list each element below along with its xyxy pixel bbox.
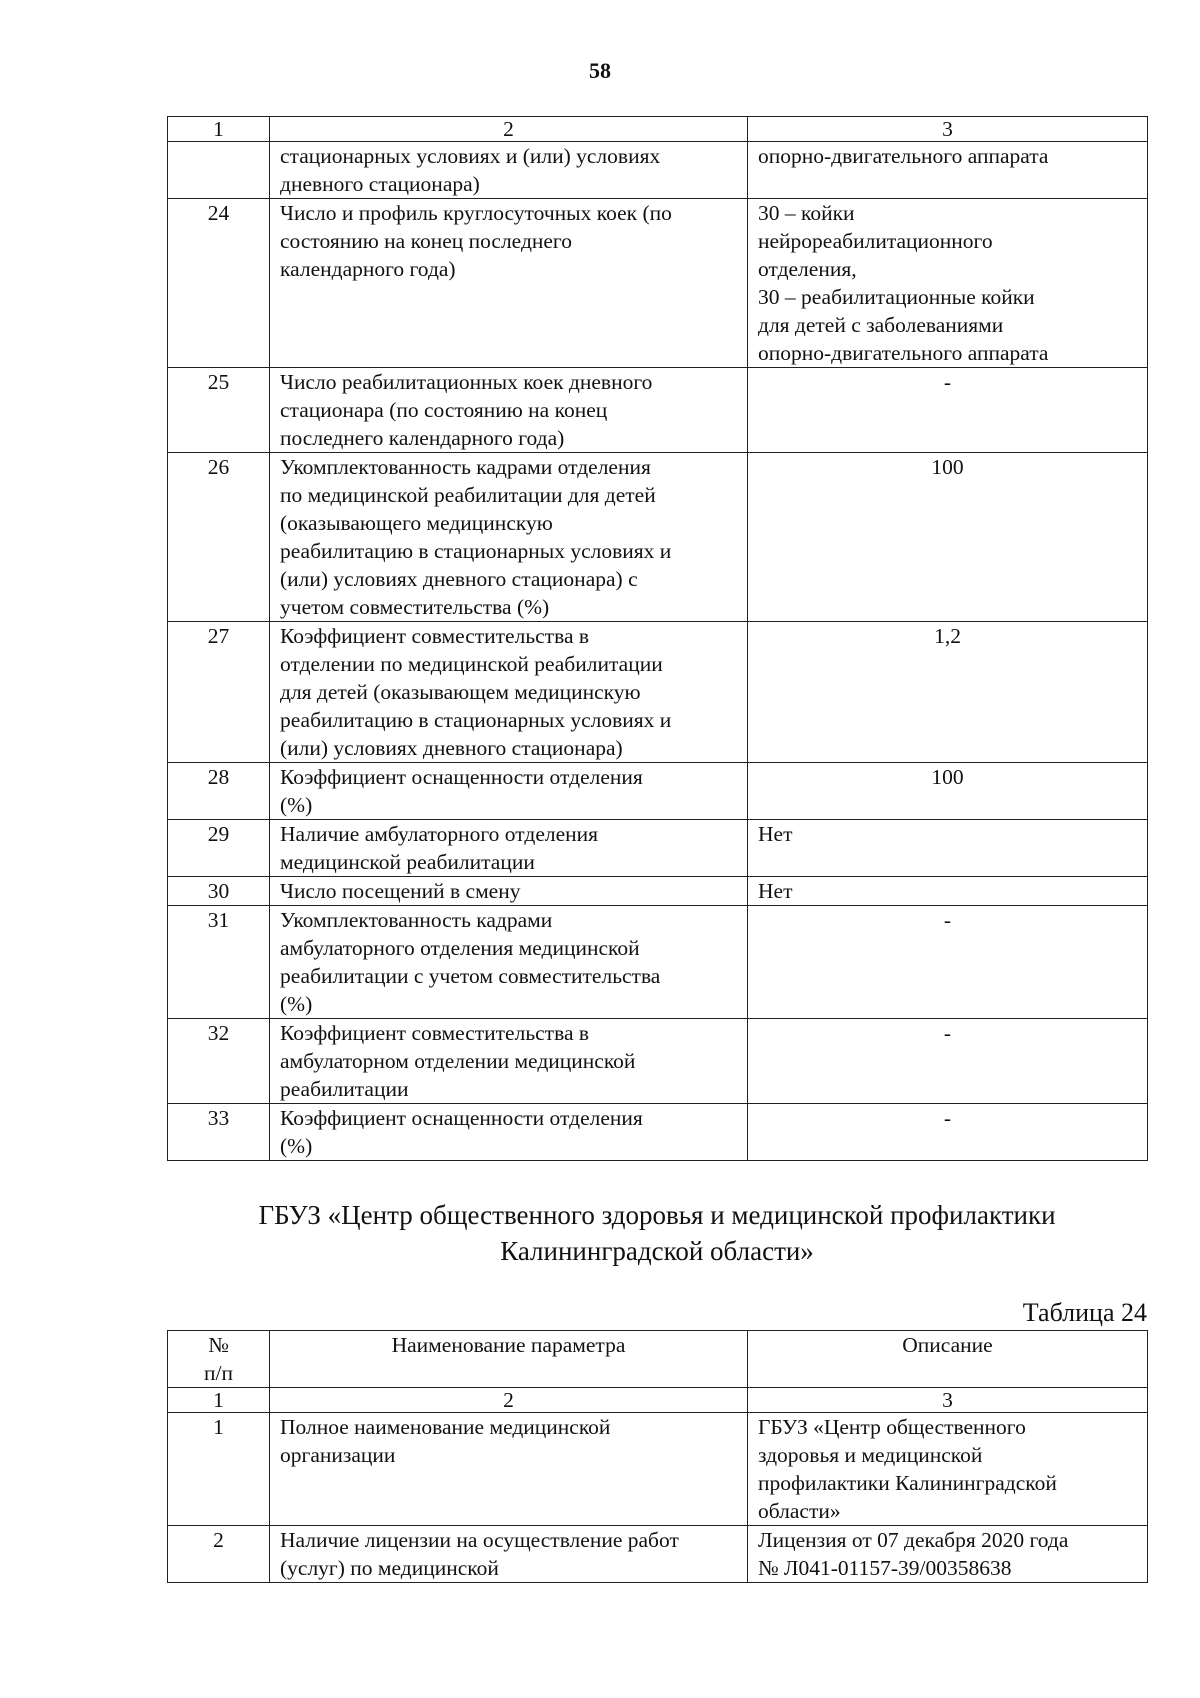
- parameter-line: для детей (оказывающем медицинскую: [280, 680, 641, 704]
- row-number: [168, 142, 270, 199]
- description-line: нейрореабилитационного: [758, 229, 993, 253]
- description: [748, 906, 1148, 1019]
- parameter-name: [270, 142, 748, 199]
- parameter-line: реабилитации: [280, 1077, 409, 1101]
- parameter-name: [270, 820, 748, 877]
- row-number: 25: [168, 368, 270, 453]
- table-caption: Таблица 24: [1022, 1298, 1147, 1327]
- description-line: 100: [931, 455, 964, 479]
- table-row: [168, 368, 1148, 453]
- row-number: 2: [168, 1526, 270, 1583]
- parameter-line: (или) условиях дневного стационара): [280, 736, 623, 760]
- table-24: [167, 1330, 1148, 1583]
- description: [748, 1104, 1148, 1161]
- description-line: -: [943, 370, 952, 394]
- col-header-num: [168, 1331, 270, 1388]
- parameter-line: Коэффициент совместительства в: [280, 624, 590, 648]
- parameter-line: последнего календарного года): [280, 426, 565, 450]
- description: [748, 142, 1148, 199]
- description-line: Нет: [758, 879, 793, 903]
- parameter-line: Укомплектованность кадрами отделения: [280, 455, 651, 479]
- parameter-name: [270, 906, 748, 1019]
- description-line: 1,2: [934, 624, 961, 648]
- table-row: [168, 453, 1148, 622]
- description: [748, 1526, 1148, 1583]
- parameter-line: состоянию на конец последнего: [280, 229, 572, 253]
- column-number-row: [168, 1388, 1148, 1413]
- parameter-line: Полное наименование медицинской: [280, 1415, 611, 1439]
- table-row: [168, 1413, 1148, 1526]
- parameter-line: медицинской реабилитации: [280, 850, 535, 874]
- parameter-name: [270, 1526, 748, 1583]
- table-row: [168, 1526, 1148, 1583]
- description-line: ГБУЗ «Центр общественного: [758, 1415, 1026, 1439]
- parameter-name: [270, 877, 748, 906]
- column-number: 3: [748, 117, 1148, 142]
- parameter-name: [270, 368, 748, 453]
- column-number: 1: [168, 1388, 270, 1413]
- description-line: Лицензия от 07 декабря 2020 года: [758, 1528, 1069, 1552]
- row-number: 27: [168, 622, 270, 763]
- description: [748, 199, 1148, 368]
- col-header-desc: Описание: [748, 1331, 1148, 1388]
- parameter-line: амбулаторного отделения медицинской: [280, 936, 640, 960]
- parameter-line: (оказывающего медицинскую: [280, 511, 553, 535]
- parameter-name: [270, 763, 748, 820]
- parameter-line: реабилитации с учетом совместительства: [280, 964, 661, 988]
- description-line: для детей с заболеваниями: [758, 313, 1004, 337]
- description-line: области»: [758, 1499, 841, 1523]
- parameter-line: по медицинской реабилитации для детей: [280, 483, 656, 507]
- parameter-line: Коэффициент оснащенности отделения: [280, 765, 643, 789]
- parameter-name: [270, 1413, 748, 1526]
- parameter-line: стационара (по состоянию на конец: [280, 398, 608, 422]
- parameter-line: Укомплектованность кадрами: [280, 908, 553, 932]
- parameter-line: дневного стационара): [280, 172, 480, 196]
- description-line: 30 – койки: [758, 201, 855, 225]
- description: [748, 1413, 1148, 1526]
- row-number: 1: [168, 1413, 270, 1526]
- description-line: -: [943, 908, 952, 932]
- description-line: опорно-двигательного аппарата: [758, 341, 1049, 365]
- row-number: 32: [168, 1019, 270, 1104]
- parameter-line: Наличие амбулаторного отделения: [280, 822, 599, 846]
- table-row: [168, 906, 1148, 1019]
- parameter-line: стационарных условиях и (или) условиях: [280, 144, 661, 168]
- description: [748, 763, 1148, 820]
- description: [748, 1019, 1148, 1104]
- parameter-line: (%): [280, 793, 313, 817]
- parameter-line: амбулаторном отделении медицинской: [280, 1049, 636, 1073]
- column-number: 1: [168, 117, 270, 142]
- parameter-name: [270, 1019, 748, 1104]
- parameter-line: (услуг) по медицинской: [280, 1556, 499, 1580]
- description-line: 100: [931, 765, 964, 789]
- table-24-column-headers: [168, 1331, 1148, 1388]
- row-number: 24: [168, 199, 270, 368]
- parameters-table-continued: [167, 116, 1148, 1161]
- parameter-name: [270, 622, 748, 763]
- section-heading-line-1: ГБУЗ «Центр общественного здоровья и медицинской профилактики: [258, 1200, 1056, 1230]
- page-number: 58: [589, 58, 611, 83]
- parameter-line: (или) условиях дневного стационара) с: [280, 567, 638, 591]
- description-line: Нет: [758, 822, 793, 846]
- parameter-line: Число реабилитационных коек дневного: [280, 370, 653, 394]
- description: [748, 877, 1148, 906]
- parameter-line: Коэффициент оснащенности отделения: [280, 1106, 643, 1130]
- description-line: 30 – реабилитационные койки: [758, 285, 1035, 309]
- parameter-line: реабилитацию в стационарных условиях и: [280, 708, 672, 732]
- description-line: здоровья и медицинской: [758, 1443, 983, 1467]
- col-header-num-line-2: п/п: [204, 1361, 233, 1385]
- parameter-line: Число и профиль круглосуточных коек (по: [280, 201, 672, 225]
- row-number: 26: [168, 453, 270, 622]
- parameter-line: (%): [280, 1134, 313, 1158]
- description-line: отделения,: [758, 257, 857, 281]
- parameter-line: Наличие лицензии на осуществление работ: [280, 1528, 679, 1552]
- description: [748, 622, 1148, 763]
- parameter-name: [270, 1104, 748, 1161]
- description: [748, 368, 1148, 453]
- parameter-line: учетом совместительства (%): [280, 595, 550, 619]
- parameter-line: Число посещений в смену: [280, 879, 521, 903]
- parameter-line: организации: [280, 1443, 396, 1467]
- description-line: профилактики Калининградской: [758, 1471, 1057, 1495]
- table-row: [168, 1104, 1148, 1161]
- column-number: 3: [748, 1388, 1148, 1413]
- parameter-line: Коэффициент совместительства в: [280, 1021, 590, 1045]
- table-row: [168, 199, 1148, 368]
- section-heading-line-2: Калининградской области»: [500, 1236, 814, 1266]
- row-number: 28: [168, 763, 270, 820]
- table-row: [168, 1019, 1148, 1104]
- parameter-name: [270, 199, 748, 368]
- table-row: [168, 763, 1148, 820]
- table-row: [168, 820, 1148, 877]
- table-row: [168, 877, 1148, 906]
- col-header-param: Наименование параметра: [270, 1331, 748, 1388]
- table-row: [168, 622, 1148, 763]
- column-number: 2: [270, 117, 748, 142]
- parameter-line: (%): [280, 992, 313, 1016]
- row-number: 29: [168, 820, 270, 877]
- column-number-row: [168, 117, 1148, 142]
- description: [748, 453, 1148, 622]
- description-line: № Л041-01157-39/00358638: [758, 1556, 1012, 1580]
- description-line: -: [943, 1021, 952, 1045]
- row-number: 33: [168, 1104, 270, 1161]
- row-number: 30: [168, 877, 270, 906]
- description-line: опорно-двигательного аппарата: [758, 144, 1049, 168]
- description: [748, 820, 1148, 877]
- description-line: -: [943, 1106, 952, 1130]
- parameter-line: календарного года): [280, 257, 456, 281]
- parameter-line: реабилитацию в стационарных условиях и: [280, 539, 672, 563]
- col-header-num-line-1: №: [208, 1333, 229, 1357]
- table-row: [168, 142, 1148, 199]
- column-number: 2: [270, 1388, 748, 1413]
- row-number: 31: [168, 906, 270, 1019]
- parameter-line: отделении по медицинской реабилитации: [280, 652, 663, 676]
- section-heading: [167, 1197, 1147, 1269]
- parameter-name: [270, 453, 748, 622]
